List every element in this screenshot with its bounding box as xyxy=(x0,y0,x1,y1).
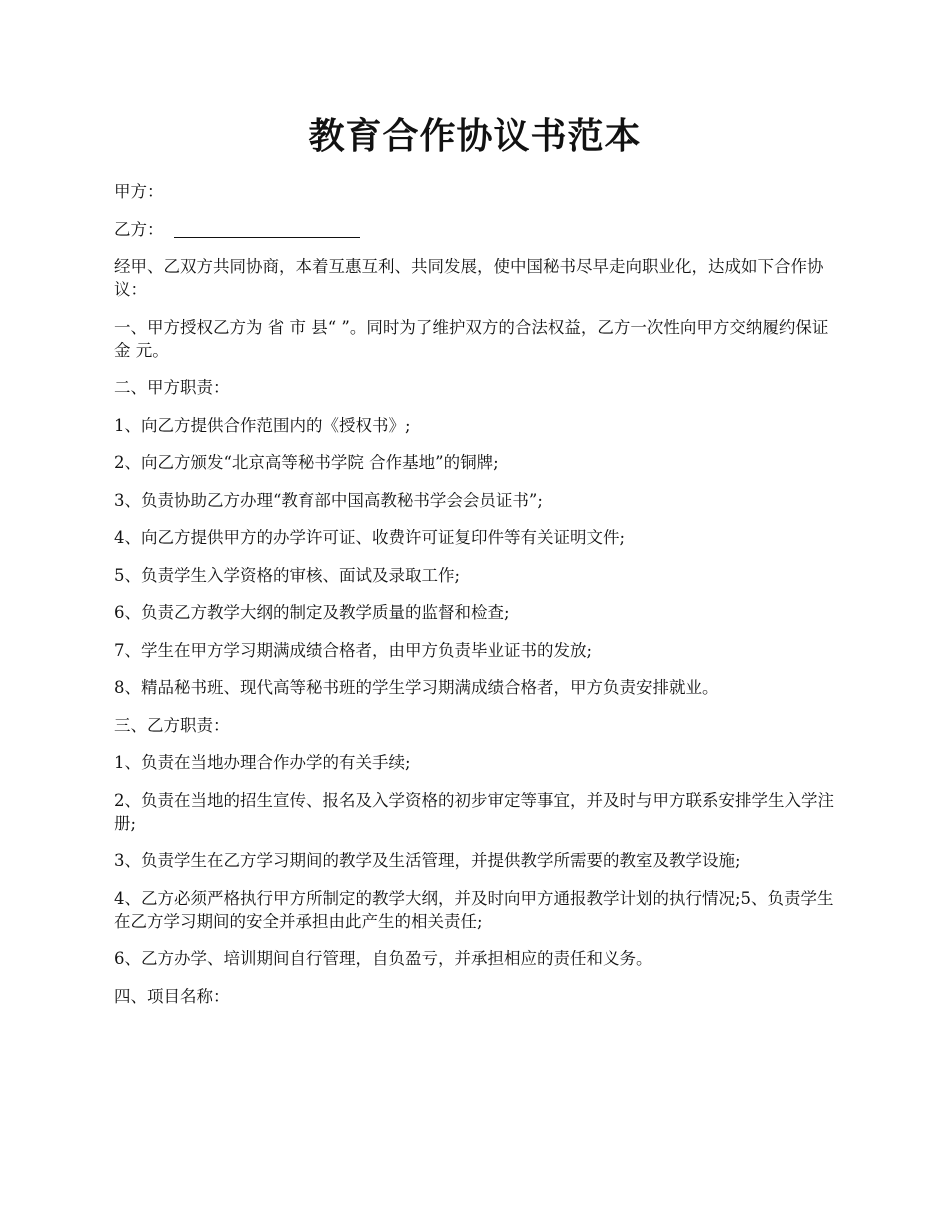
list-item: 6、负责乙方教学大纲的制定及教学质量的监督和检查; xyxy=(114,603,510,622)
list-item: 2、负责在当地的招生宣传、报名及入学资格的初步审定等事宜，并及时与甲方联系安排学生入学注册; xyxy=(114,790,834,833)
list-item: 4、乙方必须严格执行甲方所制定的教学大纲，并及时向甲方通报教学计划的执行情况;5、负责学生在乙方学习期间的安全并承担由此产生的相关责任; xyxy=(114,888,834,931)
document-title: 教育合作协议书范本 xyxy=(308,115,642,157)
party-b-line xyxy=(114,218,844,241)
document-body xyxy=(114,180,844,1022)
paragraph-intro: 经甲、乙双方共同协商，本着互惠互利、共同发展，使中国秘书尽早走向职业化，达成如下合作协议： xyxy=(114,257,824,299)
section-heading-project-name: 四、项目名称： xyxy=(114,986,230,1006)
section-heading-party-a-duties: 二、甲方职责： xyxy=(114,378,230,397)
party-b-blank-line xyxy=(174,221,360,238)
list-item: 4、向乙方提供甲方的办学许可证、收费许可证复印件等有关证明文件; xyxy=(114,528,626,547)
list-item: 7、学生在甲方学习期满成绩合格者，由甲方负责毕业证书的发放; xyxy=(114,640,593,660)
list-item: 3、负责协助乙方办理“教育部中国高教秘书学会会员证书”; xyxy=(114,490,543,510)
list-item: 8、精品秘书班、现代高等秘书班的学生学习期满成绩合格者，甲方负责安排就业。 xyxy=(114,678,719,697)
list-item: 6、乙方办学、培训期间自行管理，自负盈亏，并承担相应的责任和义务。 xyxy=(114,949,653,968)
section-heading-party-b-duties: 三、乙方职责： xyxy=(114,715,230,735)
paragraph-clause-1: 一、甲方授权乙方为 省 市 县“ ”。同时为了维护双方的合法权益，乙方一次性向甲方交纳履约保证金 元。 xyxy=(114,317,829,360)
list-item: 1、负责在当地办理合作办学的有关手续; xyxy=(114,753,411,772)
party-a-line xyxy=(114,180,844,203)
party-a-label: 甲方： xyxy=(114,182,164,201)
list-item: 3、负责学生在乙方学习期间的教学及生活管理，并提供教学所需要的教室及教学设施; xyxy=(114,851,741,870)
party-b-label: 乙方： xyxy=(114,219,164,239)
list-item: 5、负责学生入学资格的审核、面试及录取工作; xyxy=(114,565,461,585)
list-item: 2、向乙方颁发“北京高等秘书学院 合作基地”的铜牌; xyxy=(114,453,499,472)
list-item: 1、向乙方提供合作范围内的《授权书》; xyxy=(114,415,411,435)
